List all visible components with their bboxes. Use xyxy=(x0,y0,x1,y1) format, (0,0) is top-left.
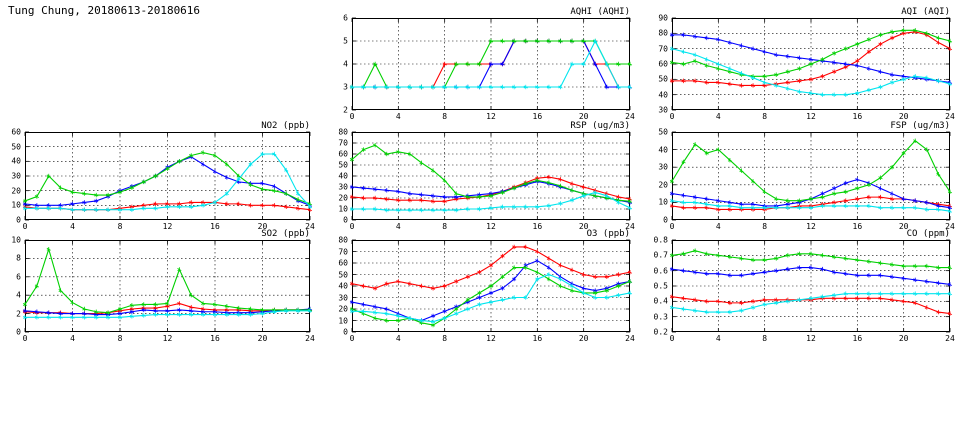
x-tick-label: 4 xyxy=(715,112,721,121)
chart-panel-o3 xyxy=(338,229,635,343)
x-tick-label: 0 xyxy=(349,334,355,343)
chart-svg-so2 xyxy=(25,240,310,332)
y-tick-label: 20 xyxy=(338,193,348,203)
y-tick-label: 80 xyxy=(338,235,348,245)
y-tick-label: 20 xyxy=(338,304,348,314)
chart-svg-co xyxy=(672,240,950,332)
series-line-day4 xyxy=(672,49,950,95)
chart-panel-no2 xyxy=(11,121,315,231)
y-tick-label: 60 xyxy=(338,149,348,159)
x-tick-label: 4 xyxy=(715,334,721,343)
chart-panel-fsp xyxy=(658,121,955,231)
x-tick-label: 16 xyxy=(852,334,863,343)
x-tick-label: 8 xyxy=(762,112,768,121)
x-tick-label: 8 xyxy=(442,334,448,343)
chart-title-aqhi: AQHI (AQHI) xyxy=(570,7,630,17)
y-tick-label: 6 xyxy=(16,272,21,282)
y-tick-label: 10 xyxy=(658,197,668,207)
x-tick-label: 20 xyxy=(257,334,268,343)
y-tick-label: 50 xyxy=(658,127,668,137)
page-title: Tung Chung, 20180613-20180616 xyxy=(8,4,201,17)
y-tick-label: 0 xyxy=(343,215,348,225)
chart-svg-rsp xyxy=(352,132,630,220)
x-tick-label: 24 xyxy=(945,334,955,343)
x-tick-label: 16 xyxy=(852,112,863,121)
x-tick-label: 12 xyxy=(486,334,496,343)
y-tick-label: 50 xyxy=(338,160,348,170)
y-tick-label: 10 xyxy=(11,200,21,210)
x-tick-label: 24 xyxy=(625,334,635,343)
x-tick-label: 12 xyxy=(486,222,496,231)
chart-title-rsp: RSP (ug/m3) xyxy=(570,121,630,131)
y-tick-label: 40 xyxy=(658,145,668,155)
chart-panel-aqi xyxy=(658,7,955,121)
x-tick-label: 8 xyxy=(762,334,768,343)
y-tick-label: 0.4 xyxy=(653,296,668,306)
y-tick-label: 3 xyxy=(343,82,348,92)
x-tick-label: 8 xyxy=(442,112,448,121)
y-tick-label: 0 xyxy=(16,327,21,337)
y-tick-label: 0.3 xyxy=(653,312,668,322)
chart-svg-aqi xyxy=(672,18,950,110)
x-tick-label: 12 xyxy=(486,112,496,121)
x-tick-label: 0 xyxy=(669,222,675,231)
y-tick-label: 5 xyxy=(343,36,348,46)
y-tick-label: 60 xyxy=(11,127,21,137)
y-tick-label: 2 xyxy=(16,309,21,319)
y-tick-label: 20 xyxy=(658,180,668,190)
y-tick-label: 4 xyxy=(343,59,348,69)
chart-panel-aqhi xyxy=(343,7,635,121)
y-tick-label: 0 xyxy=(663,215,668,225)
y-tick-label: 30 xyxy=(11,171,21,181)
x-tick-label: 24 xyxy=(945,222,955,231)
chart-title-aqi: AQI (AQI) xyxy=(901,7,950,17)
x-tick-label: 12 xyxy=(162,222,173,231)
x-tick-label: 0 xyxy=(22,222,28,231)
x-tick-label: 24 xyxy=(945,112,955,121)
chart-panel-so2 xyxy=(11,229,315,343)
x-tick-label: 0 xyxy=(22,334,28,343)
x-tick-label: 16 xyxy=(210,222,220,231)
y-tick-label: 40 xyxy=(338,281,348,291)
y-tick-label: 30 xyxy=(658,105,668,115)
chart-panel-rsp xyxy=(338,121,635,231)
x-tick-label: 24 xyxy=(305,334,315,343)
x-tick-label: 12 xyxy=(806,112,816,121)
y-tick-label: 10 xyxy=(338,316,348,325)
y-tick-label: 2 xyxy=(343,105,348,115)
y-tick-label: 0.5 xyxy=(653,281,668,291)
x-tick-label: 0 xyxy=(349,222,355,231)
x-tick-label: 4 xyxy=(715,222,721,231)
x-tick-label: 20 xyxy=(898,112,909,121)
y-tick-label: 10 xyxy=(338,204,348,214)
y-tick-label: 0 xyxy=(343,327,348,337)
x-tick-label: 12 xyxy=(162,334,173,343)
y-tick-label: 10 xyxy=(11,235,21,245)
y-tick-label: 0 xyxy=(16,215,21,225)
y-tick-label: 30 xyxy=(338,293,348,302)
y-tick-label: 6 xyxy=(343,13,348,23)
y-tick-label: 60 xyxy=(338,258,348,268)
x-tick-label: 20 xyxy=(578,112,589,121)
x-tick-label: 20 xyxy=(578,334,589,343)
x-tick-label: 12 xyxy=(806,222,816,231)
chart-svg-no2 xyxy=(25,132,310,220)
x-tick-label: 8 xyxy=(442,222,448,231)
y-tick-label: 40 xyxy=(658,90,668,100)
chart-title-no2: NO2 (ppb) xyxy=(261,121,310,131)
chart-svg-o3 xyxy=(352,240,630,332)
series-line-day2 xyxy=(352,261,630,321)
series-line-day3 xyxy=(672,30,950,76)
x-tick-label: 4 xyxy=(395,334,401,343)
chart-title-so2: SO2 (ppb) xyxy=(261,229,310,239)
chart-title-o3: O3 (ppb) xyxy=(586,229,630,239)
y-tick-label: 70 xyxy=(338,138,348,148)
x-tick-label: 12 xyxy=(806,334,816,343)
y-tick-label: 70 xyxy=(658,44,668,54)
y-tick-label: 50 xyxy=(658,74,668,84)
x-tick-label: 24 xyxy=(625,112,635,121)
y-tick-label: 8 xyxy=(16,253,21,263)
y-tick-label: 90 xyxy=(658,13,668,23)
y-tick-label: 0.7 xyxy=(653,250,668,260)
y-tick-label: 0.8 xyxy=(653,235,668,245)
y-tick-label: 80 xyxy=(338,127,348,137)
chart-panel-co xyxy=(653,229,955,343)
x-tick-label: 8 xyxy=(117,334,123,343)
chart-title-co: CO (ppm) xyxy=(906,229,950,239)
x-tick-label: 20 xyxy=(898,222,909,231)
x-tick-label: 16 xyxy=(210,334,220,343)
x-tick-label: 0 xyxy=(349,112,355,121)
x-tick-label: 20 xyxy=(257,222,268,231)
y-tick-label: 30 xyxy=(338,182,348,192)
x-tick-label: 4 xyxy=(395,112,401,121)
chart-title-fsp: FSP (ug/m3) xyxy=(890,121,950,131)
y-tick-label: 0.6 xyxy=(653,266,668,276)
y-tick-label: 40 xyxy=(11,156,21,166)
x-tick-label: 0 xyxy=(669,112,675,121)
x-tick-label: 8 xyxy=(762,222,768,231)
y-tick-label: 50 xyxy=(11,142,21,152)
x-tick-label: 16 xyxy=(532,112,543,121)
x-tick-label: 24 xyxy=(305,222,315,231)
x-tick-label: 16 xyxy=(852,222,863,231)
x-tick-label: 4 xyxy=(70,222,75,231)
y-tick-label: 60 xyxy=(658,59,668,69)
y-tick-label: 20 xyxy=(11,186,21,196)
series-line-day4 xyxy=(352,275,630,322)
y-tick-label: 0.2 xyxy=(653,327,668,337)
y-tick-label: 80 xyxy=(658,28,668,38)
y-tick-label: 40 xyxy=(338,171,348,181)
y-tick-label: 50 xyxy=(338,270,348,279)
x-tick-label: 4 xyxy=(395,222,401,231)
x-tick-label: 20 xyxy=(578,222,589,231)
x-tick-label: 16 xyxy=(532,334,543,343)
x-tick-label: 4 xyxy=(70,334,75,343)
x-tick-label: 24 xyxy=(625,222,635,231)
x-tick-label: 8 xyxy=(117,222,123,231)
chart-svg-fsp xyxy=(672,132,950,220)
y-tick-label: 30 xyxy=(658,162,668,172)
y-tick-label: 70 xyxy=(338,247,348,256)
x-tick-label: 0 xyxy=(669,334,675,343)
x-tick-label: 20 xyxy=(898,334,909,343)
y-tick-label: 4 xyxy=(16,290,21,300)
chart-svg-aqhi xyxy=(352,18,630,110)
x-tick-label: 16 xyxy=(532,222,543,231)
series-line-day2 xyxy=(672,180,950,208)
